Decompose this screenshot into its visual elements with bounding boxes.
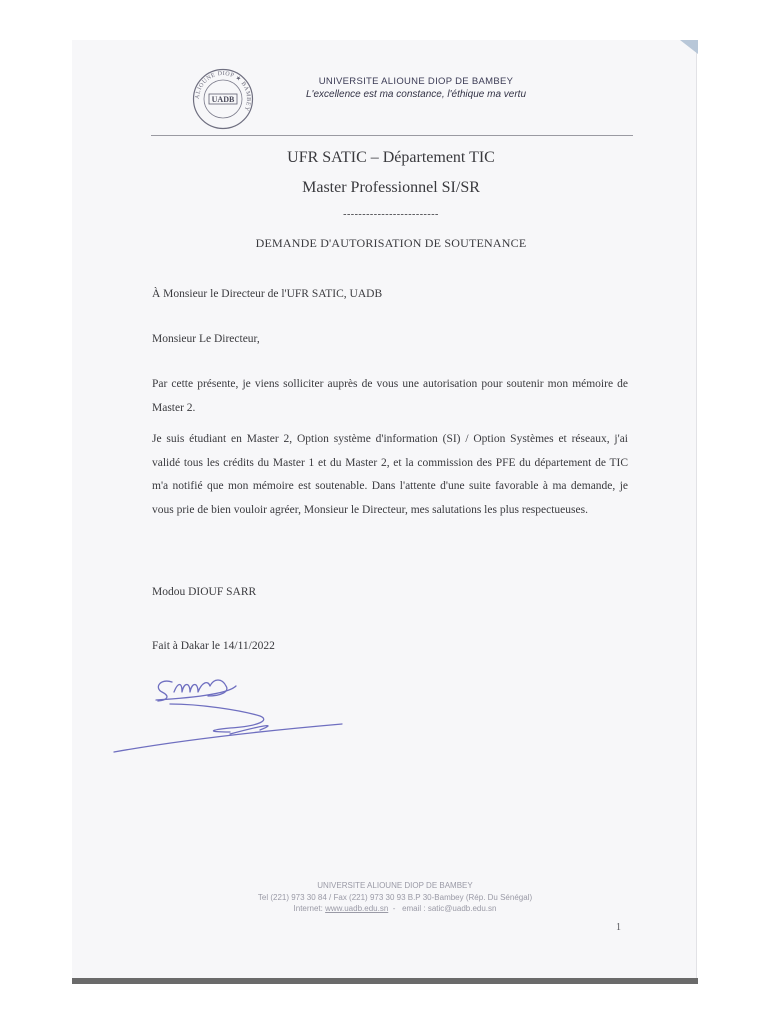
place-date: Fait à Dakar le 14/11/2022	[152, 640, 275, 652]
page-corner	[680, 40, 698, 54]
salutation: Monsieur Le Directeur,	[152, 333, 260, 345]
website-link[interactable]: www.uadb.edu.sn	[325, 904, 389, 913]
recipient-line: À Monsieur le Directeur de l'UFR SATIC, UADB	[152, 288, 383, 300]
page-footer	[200, 880, 590, 915]
handwritten-signature	[110, 670, 360, 760]
page-bottom-edge	[72, 978, 698, 984]
footer-university: UNIVERSITE ALIOUNE DIOP DE BAMBEY	[317, 881, 473, 890]
university-logo	[192, 68, 254, 130]
logo-ring-text: ALIOUNE DIOP ★ BAMBEY	[194, 70, 252, 112]
header-divider	[151, 135, 633, 136]
letterhead	[266, 76, 566, 100]
university-motto: L'excellence est ma constance, l'éthique ma vertu	[305, 89, 527, 100]
author-name: Modou DIOUF SARR	[152, 586, 257, 598]
department-title: UFR SATIC – Département TIC	[287, 149, 495, 166]
program-title: Master Professionnel SI/SR	[302, 179, 480, 196]
footer-dash: -	[392, 904, 396, 913]
paragraph-request: Par cette présente, je viens solliciter auprès de vous une autorisation pour soutenir mon mémoire de Master 2.	[152, 378, 628, 414]
footer-contact: Tel (221) 973 30 84 / Fax (221) 973 30 93 B.P 30-Bambey (Rép. Du Sénégal)	[257, 892, 533, 902]
footer-internet-label: Internet:	[293, 904, 323, 913]
footer-email-label: email :	[402, 904, 426, 913]
footer-email: satic@uadb.edu.sn	[427, 904, 497, 913]
title-separator: -------------------------	[343, 209, 439, 220]
university-name: UNIVERSITE ALIOUNE DIOP DE BAMBEY	[318, 76, 514, 87]
letter-subject: DEMANDE D'AUTORISATION DE SOUTENANCE	[255, 236, 527, 250]
footer-web-line	[200, 903, 590, 915]
page-number: 1	[616, 922, 621, 933]
logo-text: UADB	[211, 95, 235, 104]
paragraph-details: Je suis étudiant en Master 2, Option système d'information (SI) / Option Systèmes et réseaux, j'ai validé tous les crédits du Master 1 et du Master 2, et la commission des PFE du département de TIC m'a notifié que mon mémoire est soutenable. Dans l'attente d'une suite favorable à ma demande, je vous prie de bien vouloir agréer, Monsieur le Directeur, mes salutations les plus respectueuses.	[152, 433, 628, 516]
